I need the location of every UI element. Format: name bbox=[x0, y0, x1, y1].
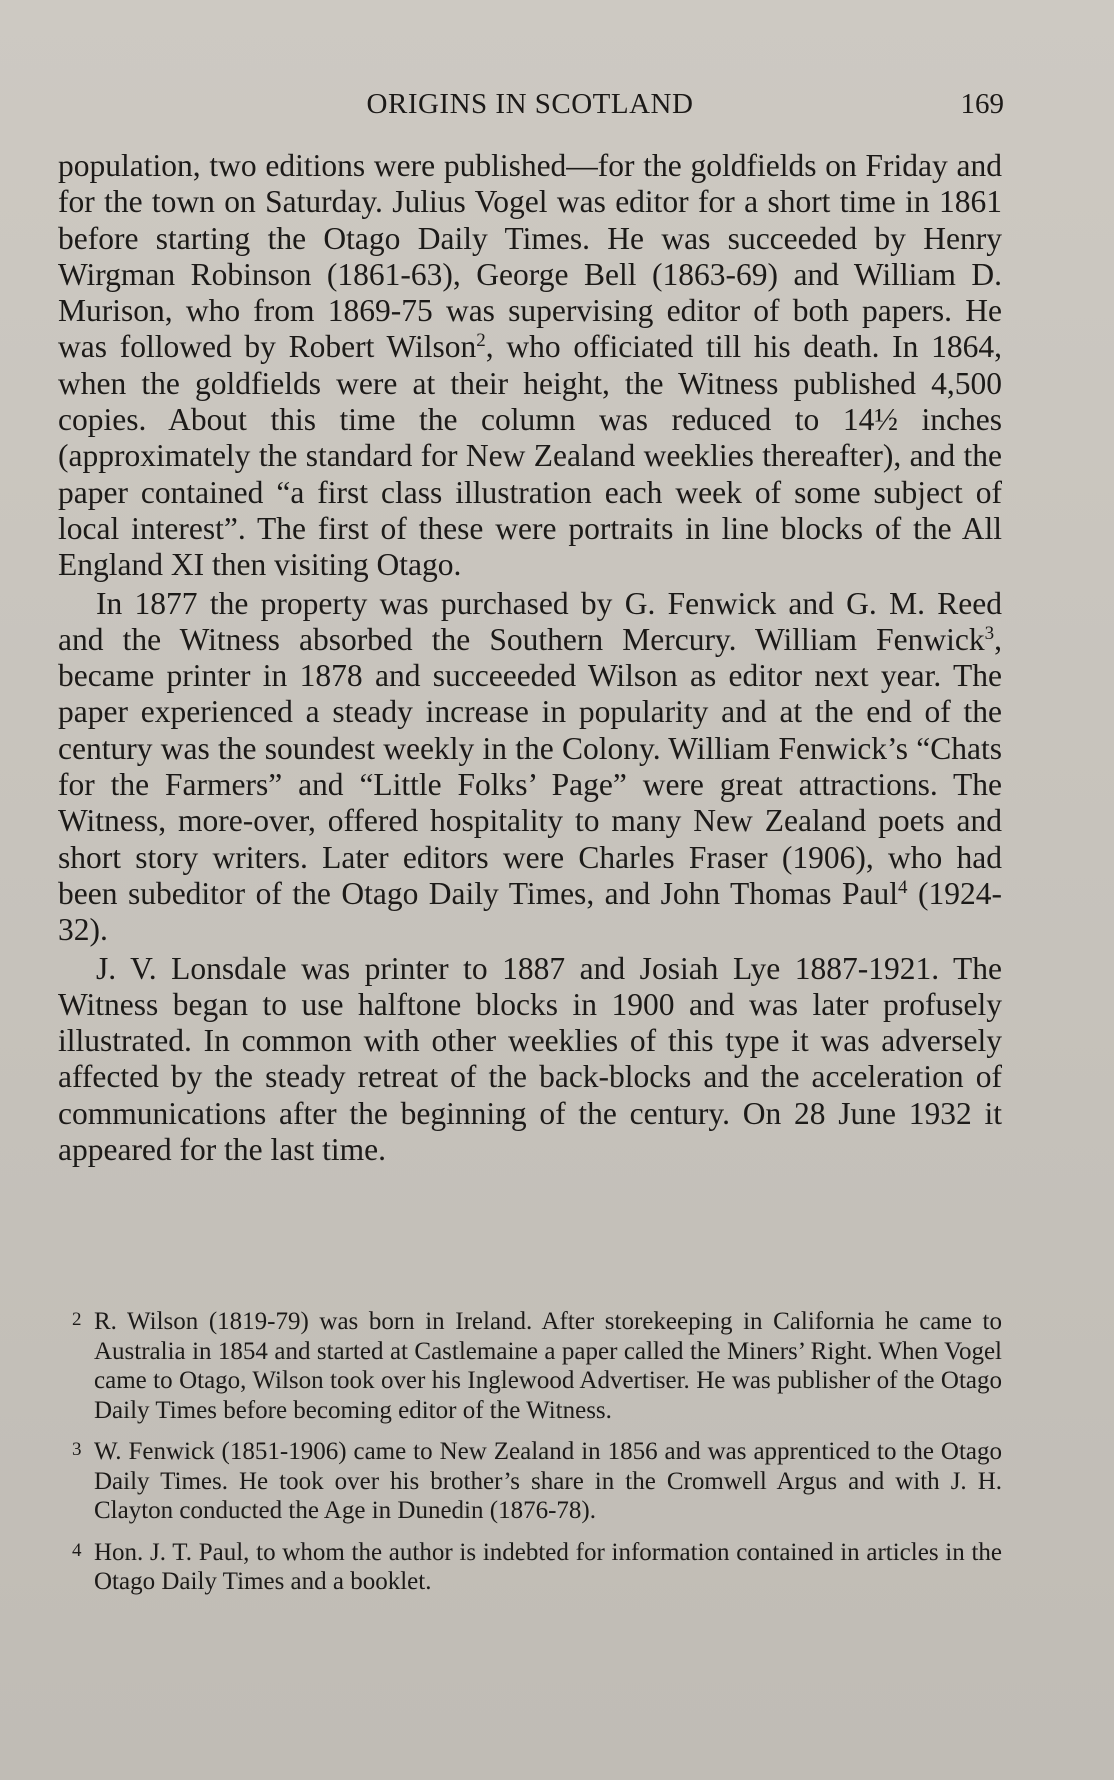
paragraph-2-text-a: In 1877 the property was purchased by G. Fenwick and G. M. Reed and the Witness absorbed the Southern Mercury. William Fenwick bbox=[58, 585, 1002, 657]
footnote bbox=[72, 1536, 1002, 1597]
running-head-title: ORIGINS IN SCOTLAND bbox=[366, 88, 694, 120]
page-number: 169 bbox=[960, 88, 1004, 120]
footnote-mark: 2 bbox=[72, 1309, 82, 1330]
paragraph-2 bbox=[58, 586, 1002, 949]
paragraph-3: J. V. Lonsdale was printer to 1887 and Josiah Lye 1887-1921. The Witness began to use halftone blocks in 1900 and was later profusely illustrated. In common with other weeklies of this type it was adversely affected by the steady retreat of the back-blocks and the acceleration of communications after the beginning of the century. On 28 June 1932 it appeared for the last time. bbox=[58, 950, 1002, 1168]
paragraph-2-text-c: (1924-32). bbox=[58, 875, 1002, 948]
footnote-mark: 3 bbox=[72, 1439, 82, 1460]
footnote bbox=[72, 1435, 1002, 1526]
footnote-mark: 4 bbox=[72, 1539, 82, 1561]
paragraph-1-text-a: population, two editions were published—for the goldfields on Friday and for the town on Saturday. Julius Vogel was editor for a short time in 1861 before starting the Otago Daily Times. He was succeeded by Henry Wirgman Robinson (1861-63), George Bell (1863-69) and William D. Murison, who from 1869-75 was supervising editor of both papers. He was followed by Robert Wilson bbox=[58, 148, 1002, 365]
footnote-text: Hon. J. T. Paul, to whom the author is indebted for information contained in articles in the Otago Daily Times and a booklet. bbox=[94, 1538, 1002, 1595]
footnote-text: R. Wilson (1819-79) was born in Ireland. After storekeeping in California he came to Australia in 1854 and started at Castlemaine a paper called the Miners’ Right. When Vogel came to Otago, Wilson took over his Inglewood Advertiser. He was publisher of the Otago Daily Times before becoming editor of the Witness. bbox=[94, 1308, 1002, 1424]
footnote-ref-3: 3 bbox=[984, 622, 995, 644]
footnote-ref-2: 2 bbox=[476, 330, 486, 352]
running-head bbox=[56, 88, 1004, 128]
paragraph-2-text-b: , became printer in 1878 and succeeeded Wilson as editor next year. The paper experienced a steady increase in popularity and at the end of the century was the soundest weekly in the Colony. William Fenwick’s “Chats for the Farmers” and “Little Folks’ Page” were great attractions. The Witness, more-over, offered hospitality to many New Zealand poets and short story writers. Later editors were Charles Fraser (1906), who had been subeditor of the Otago Daily Times, and John Thomas Paul bbox=[58, 621, 1002, 911]
footnote bbox=[72, 1305, 1002, 1425]
paragraph-1 bbox=[58, 148, 1002, 584]
footnote-ref-4: 4 bbox=[898, 876, 908, 898]
footnotes bbox=[72, 1305, 1002, 1607]
paragraph-1-text-b: , who officiated till his death. In 1864, when the goldfields were at their height, the Witness published 4,500 copies. About this time the column was reduced to 14½ inches (approximately the standard for New Zealand weeklies thereafter), and the paper contained “a first class illustration each week of some subject of local interest”. The first of these were portraits in line blocks of the All England XI then visiting Otago. bbox=[58, 329, 1002, 583]
footnote-text: W. Fenwick (1851-1906) came to New Zealand in 1856 and was apprenticed to the Otago Daily Times. He took over his brother’s share in the Cromwell Argus and with J. H. Clayton conducted the Age in Dunedin (1876-78). bbox=[94, 1438, 1002, 1524]
body-text bbox=[58, 148, 1002, 1168]
